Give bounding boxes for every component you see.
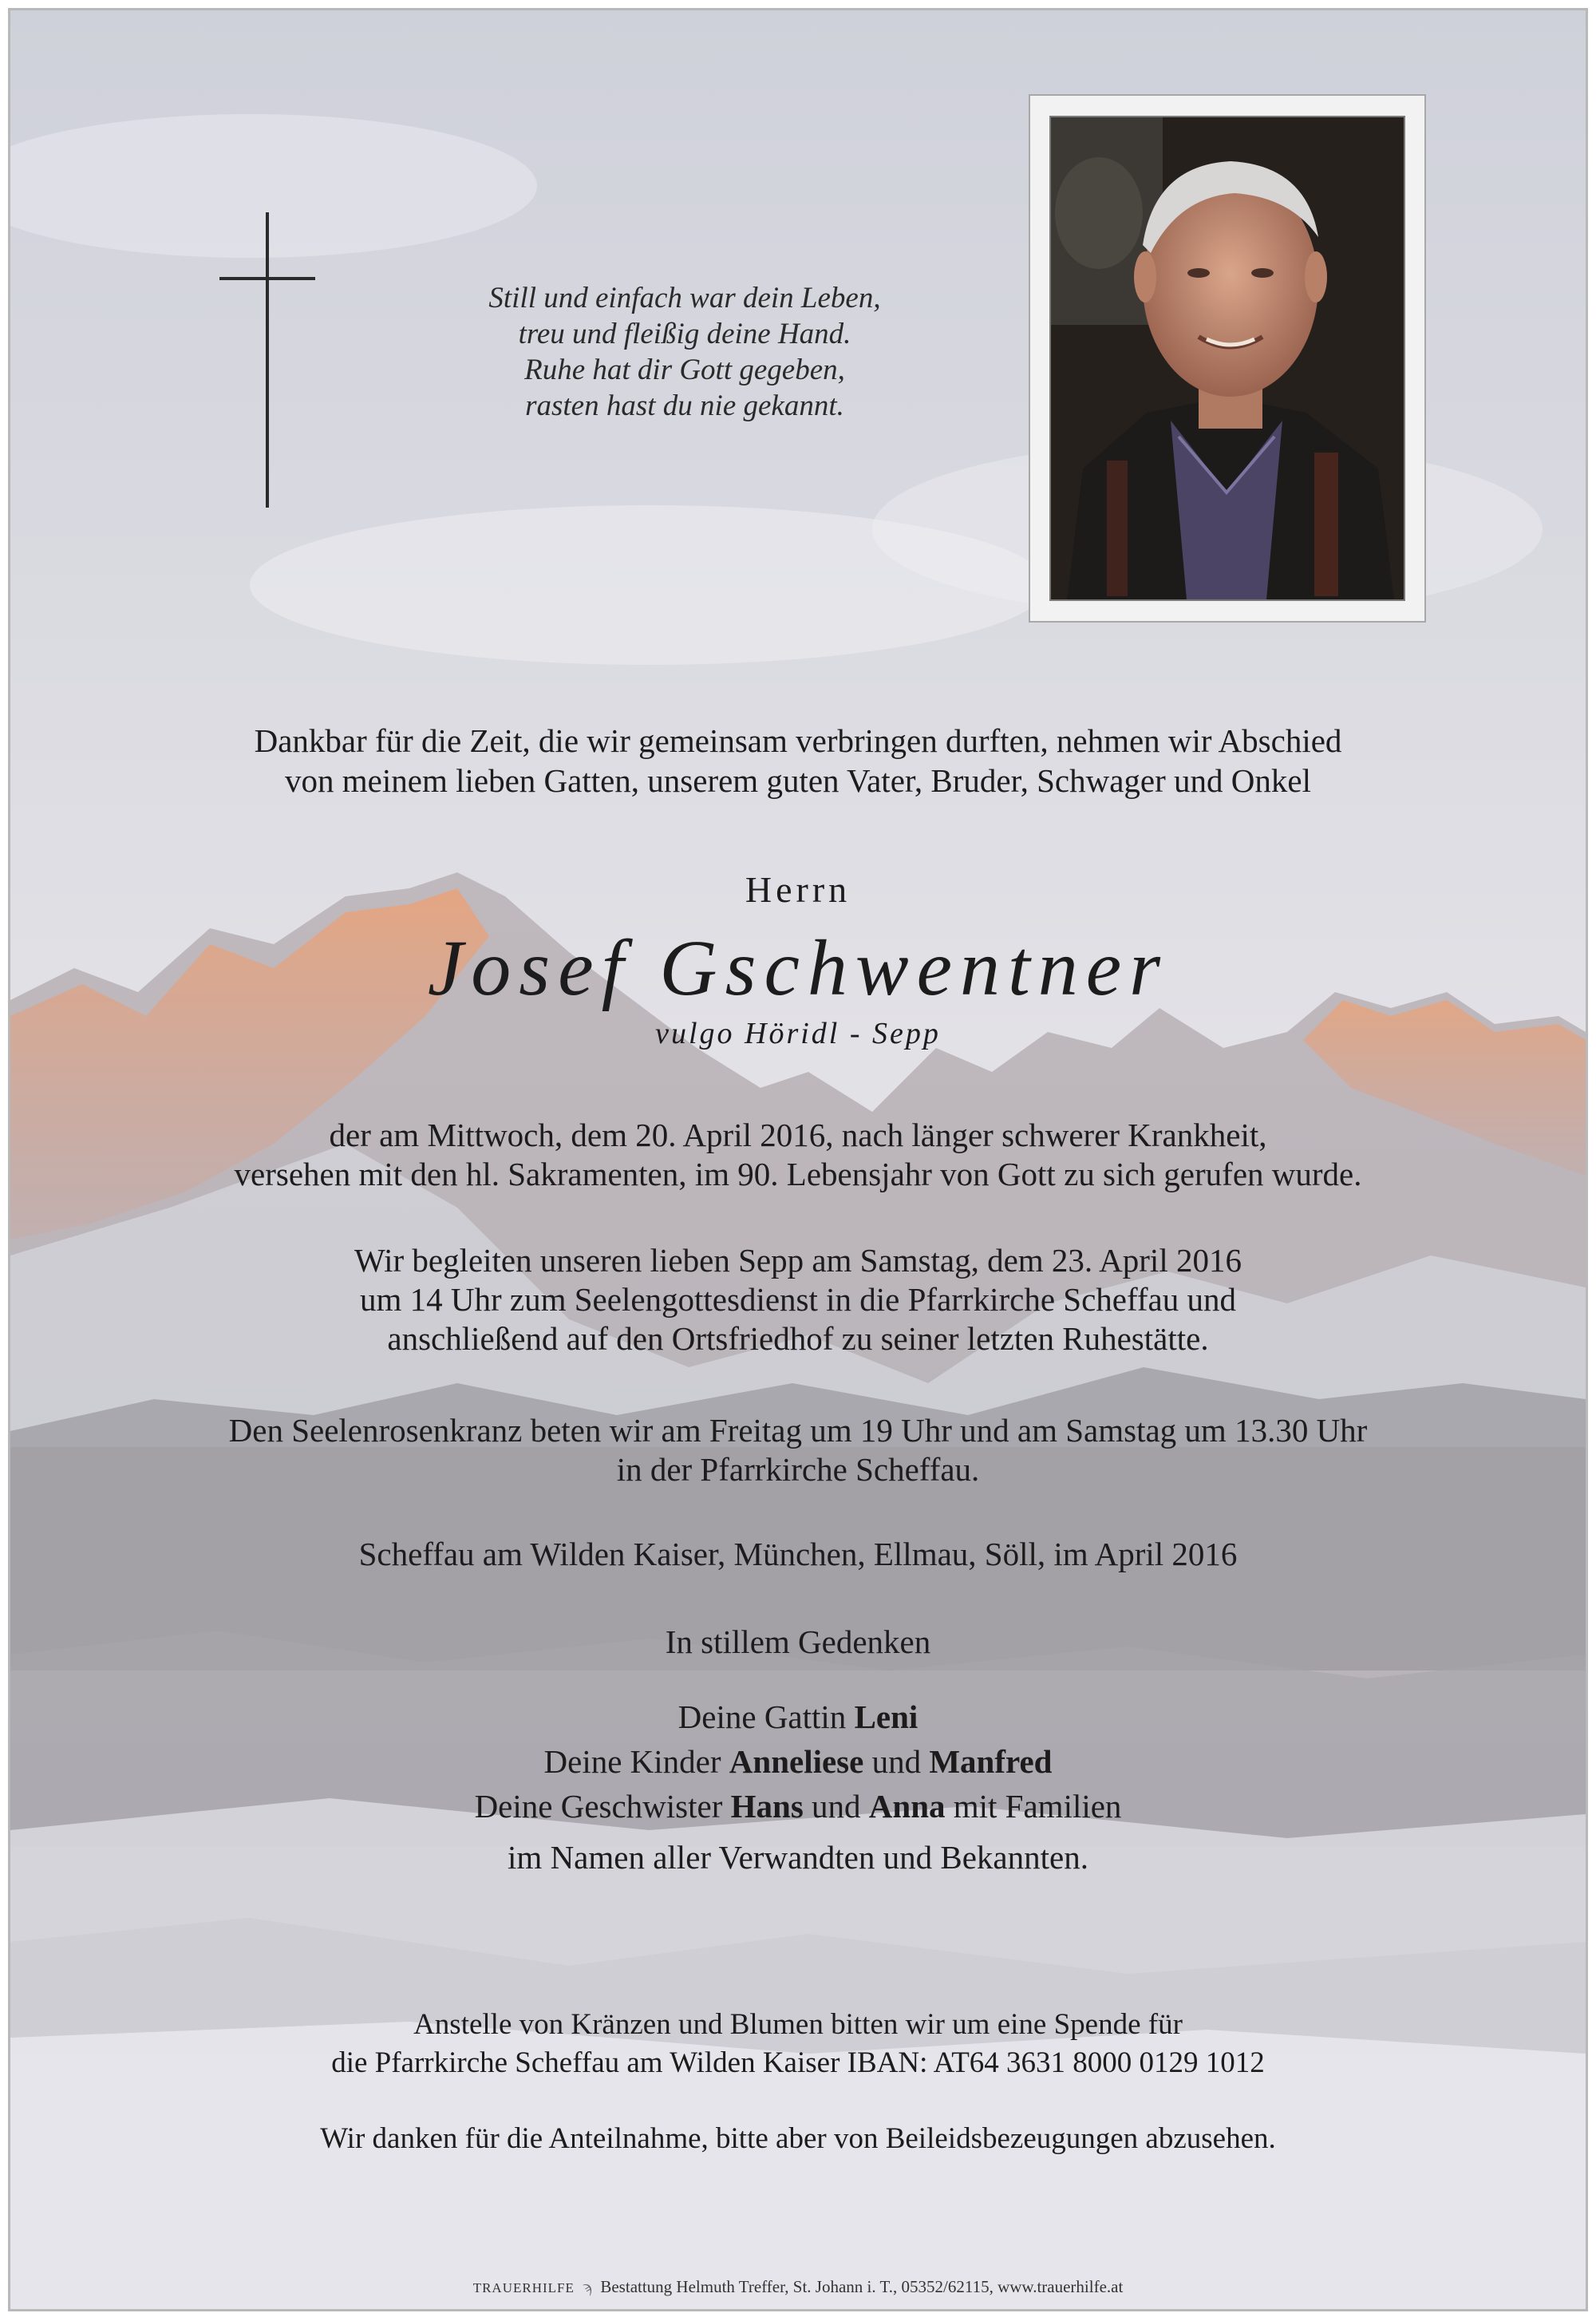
- remembrance-heading: In stillem Gedenken: [665, 1623, 931, 1660]
- rosary-info: [10, 1411, 1586, 1489]
- thanks-line: Wir danken für die Anteilnahme, bitte aber von Beileidsbezeugungen abzusehen.: [320, 2122, 1276, 2155]
- death-notice: [10, 1116, 1586, 1194]
- footer-brand: TRAUERHILFE: [472, 2280, 575, 2295]
- verse-line: rasten hast du nie gekannt.: [525, 389, 844, 422]
- swirl-icon: ϡ: [583, 2279, 592, 2296]
- funeral-line: um 14 Uhr zum Seelengottesdienst in die Pfarrkirche Scheffau und: [360, 1281, 1236, 1318]
- donation-request: [10, 2006, 1586, 2082]
- salutation: Herrn: [745, 869, 851, 910]
- memorial-verse: [385, 280, 984, 424]
- intro-text: [10, 721, 1586, 801]
- family-list: [10, 1694, 1586, 1829]
- verse-line: Ruhe hat dir Gott gegeben,: [524, 354, 845, 386]
- portrait-frame: [1029, 94, 1426, 623]
- death-notice-line: der am Mittwoch, dem 20. April 2016, nach länger schwerer Krankheit,: [329, 1117, 1267, 1153]
- verse-line: treu und fleißig deine Hand.: [518, 318, 851, 350]
- rosary-line: Den Seelenrosenkranz beten wir am Freitag um 19 Uhr und am Samstag um 13.30 Uhr: [228, 1412, 1368, 1449]
- deceased-name: Josef Gschwentner: [427, 923, 1169, 1012]
- footer-text: Bestattung Helmuth Treffer, St. Johann i. T., 05352/62115, www.trauerhilfe.at: [600, 2277, 1124, 2296]
- death-notice-line: versehen mit den hl. Sakramenten, im 90. Lebensjahr von Gott zu sich gerufen wurde.: [234, 1156, 1362, 1192]
- footer: [10, 2277, 1586, 2297]
- relatives-line: im Namen aller Verwandten und Bekannten.: [508, 1839, 1088, 1876]
- funeral-line: Wir begleiten unseren lieben Sepp am Samstag, dem 23. April 2016: [354, 1242, 1242, 1279]
- intro-line: Dankbar für die Zeit, die wir gemeinsam verbringen durften, nehmen wir Abschied: [254, 722, 1342, 759]
- donation-line: Anstelle von Kränzen und Blumen bitten wir um eine Spende für: [413, 2008, 1183, 2041]
- family-children: Deine Kinder Anneliese und Manfred: [543, 1743, 1053, 1780]
- family-siblings: Deine Geschwister Hans und Anna mit Familien: [474, 1788, 1122, 1825]
- place-date: Scheffau am Wilden Kaiser, München, Ellmau, Söll, im April 2016: [358, 1536, 1238, 1572]
- cross-icon: [219, 212, 315, 516]
- intro-line: von meinem lieben Gatten, unserem guten Vater, Bruder, Schwager und Onkel: [285, 762, 1311, 799]
- funeral-info: [10, 1241, 1586, 1358]
- funeral-line: anschließend auf den Ortsfriedhof zu seiner letzten Ruhestätte.: [387, 1320, 1209, 1357]
- family-spouse: Deine Gattin Leni: [678, 1698, 918, 1735]
- obituary-card: [8, 8, 1588, 2311]
- donation-line: die Pfarrkirche Scheffau am Wilden Kaiser IBAN: AT64 3631 8000 0129 1012: [331, 2046, 1265, 2079]
- portrait-photo: [1049, 116, 1405, 601]
- verse-line: Still und einfach war dein Leben,: [488, 282, 881, 314]
- nickname: vulgo Höridl - Sepp: [655, 1017, 941, 1050]
- rosary-line: in der Pfarrkirche Scheffau.: [616, 1451, 980, 1488]
